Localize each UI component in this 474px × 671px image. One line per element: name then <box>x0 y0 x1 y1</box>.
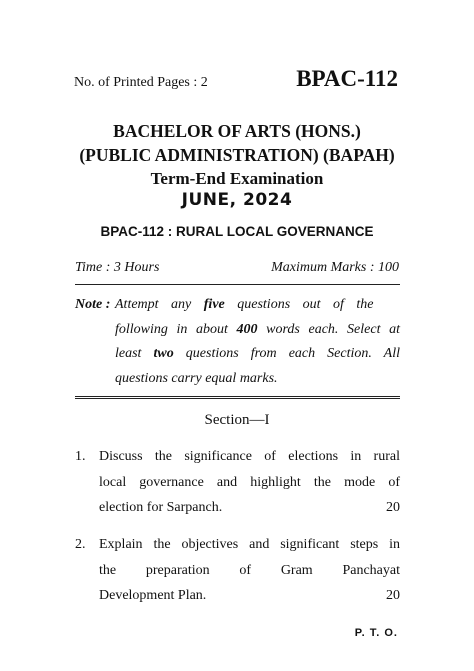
question-marks: 20 <box>386 500 400 515</box>
question-line-last <box>99 583 400 609</box>
exam-name: Term-End Examination <box>150 169 324 188</box>
maximum-marks: Maximum Marks : 100 <box>271 260 399 275</box>
question-line-last <box>99 495 400 521</box>
section-heading: Section—I <box>204 412 270 428</box>
question-text <box>99 444 400 521</box>
question-number: 2. <box>75 537 86 552</box>
note-text: least <box>115 346 154 361</box>
paper-code: BPAC-112 <box>296 66 398 91</box>
question-marks: 20 <box>386 588 400 603</box>
note-text: Attempt any <box>115 297 204 312</box>
course-title: BPAC-112 : RURAL LOCAL GOVERNANCE <box>100 224 374 239</box>
please-turn-over: P. T. O. <box>354 627 398 639</box>
question-line-text: Development Plan. <box>99 588 207 603</box>
question-text <box>99 532 400 609</box>
question-line: Explain the objectives and significant steps in <box>99 537 400 552</box>
note-line-4: questions carry equal marks. <box>115 370 278 386</box>
note-emphasis: five <box>203 297 225 312</box>
note-text: following in about <box>115 321 237 337</box>
note-emphasis: two <box>153 346 174 361</box>
exam-session: JUNE, 2024 <box>181 190 293 210</box>
programme-subtitle: (PUBLIC ADMINISTRATION) (BAPAH) <box>79 145 395 165</box>
note-line-2 <box>75 318 400 343</box>
note-emphasis: 400 <box>236 321 258 337</box>
note-line-3 <box>75 342 400 367</box>
question-line: the preparation of Gram Panchayat <box>99 562 400 578</box>
double-divider-line <box>75 396 400 399</box>
divider-line <box>75 284 400 285</box>
note-text: questions from each Section. All <box>173 346 400 361</box>
note-text: words each. Select at <box>257 321 400 337</box>
note-label: Note : <box>75 297 111 312</box>
question-number: 1. <box>75 449 86 464</box>
printed-pages-count: No. of Printed Pages : 2 <box>74 75 208 90</box>
programme-title: BACHELOR OF ARTS (HONS.) <box>113 121 361 141</box>
question-line: local governance and highlight the mode of <box>99 474 400 490</box>
note-text: questions out of the <box>224 297 374 312</box>
question-line-text: election for Sarpanch. <box>99 500 223 515</box>
question-line: Discuss the significance of elections in rural <box>99 449 400 464</box>
time-allowed: Time : 3 Hours <box>75 260 160 275</box>
note-line-1 <box>75 293 400 318</box>
